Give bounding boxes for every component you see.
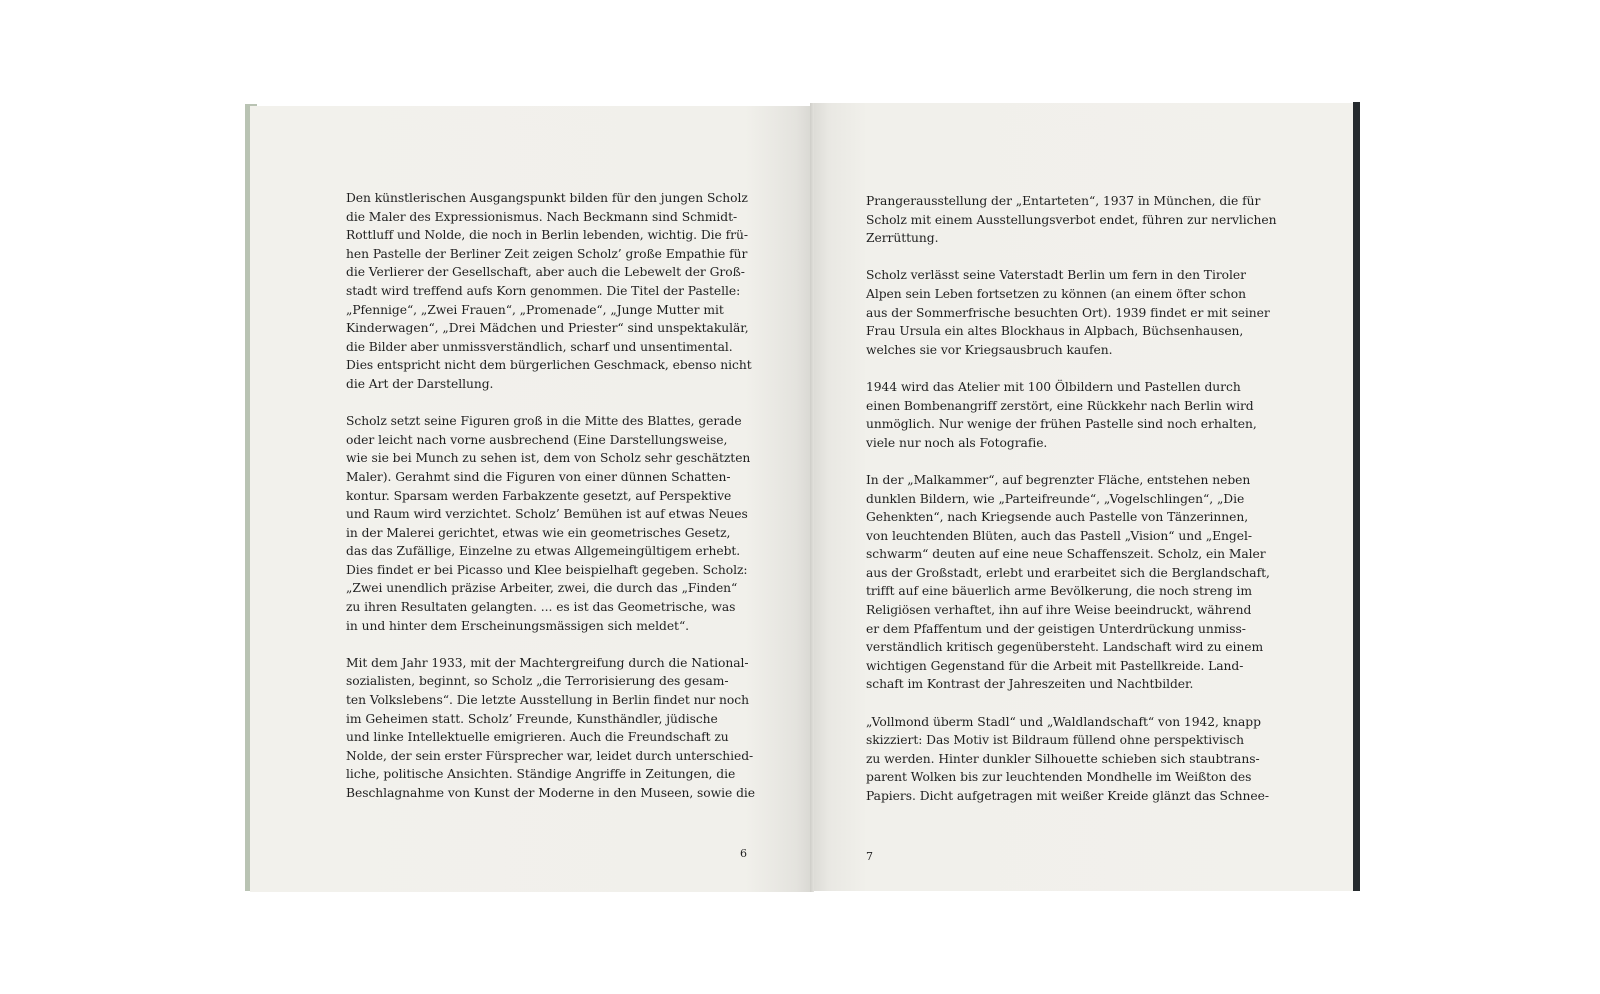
text-line: aus der Sommerfrische besuchten Ort). 1939 findet er mit seiner xyxy=(866,305,1270,320)
paragraph xyxy=(866,192,1277,248)
text-line: Mit dem Jahr 1933, mit der Machtergreifung durch die National- xyxy=(346,655,749,670)
text-line: 1944 wird das Atelier mit 100 Ölbildern und Pastellen durch xyxy=(866,379,1241,394)
page-number-right: 7 xyxy=(866,850,873,863)
text-line: zu ihren Resultaten gelangten. ... es ist das Geometrische, was xyxy=(346,600,736,615)
text-line: viele nur noch als Fotografie. xyxy=(866,435,1048,450)
text-line: Dies entspricht nicht dem bürgerlichen Geschmack, ebenso nicht xyxy=(346,358,752,373)
text-line: unmöglich. Nur wenige der frühen Pastelle sind noch erhalten, xyxy=(866,417,1257,432)
text-line: „Zwei unendlich präzise Arbeiter, zwei, die durch das „Finden“ xyxy=(346,581,738,596)
text-line: aus der Großstadt, erlebt und erarbeitet sich die Berglandschaft, xyxy=(866,565,1270,580)
text-line: Gehenkten“, nach Kriegsende auch Pastelle von Tänzerinnen, xyxy=(866,510,1249,525)
text-line: Beschlagnahme von Kunst der Moderne in den Museen, sowie die xyxy=(346,786,756,800)
left-page-text xyxy=(346,189,756,821)
text-line: die Art der Darstellung. xyxy=(346,376,494,391)
text-line: Rottluff und Nolde, die noch in Berlin lebenden, wichtig. Die frü- xyxy=(346,228,748,243)
paragraph xyxy=(866,266,1270,359)
text-line: wie sie bei Munch zu sehen ist, dem von Scholz sehr geschätzten xyxy=(346,451,751,466)
paragraph xyxy=(346,189,752,394)
text-line: einen Bombenangriff zerstört, eine Rückkehr nach Berlin wird xyxy=(866,398,1254,413)
text-line: er dem Pfaffentum und der geistigen Unterdrückung unmiss- xyxy=(866,621,1246,636)
text-line: ten Volkslebens“. Die letzte Ausstellung in Berlin findet nur noch xyxy=(346,693,749,708)
text-line: wichtigen Gegenstand für die Arbeit mit Pastellkreide. Land- xyxy=(866,658,1244,673)
text-line: Zerrüttung. xyxy=(866,231,939,246)
text-line: zu werden. Hinter dunkler Silhouette schieben sich staubtrans- xyxy=(866,751,1260,766)
text-line: in und hinter dem Erscheinungsmässigen sich meldet“. xyxy=(346,618,690,633)
text-line: Religiösen verhaftet, ihn auf ihre Weise beeindruckt, während xyxy=(866,603,1252,618)
text-line: stadt wird treffend aufs Korn genommen. Die Titel der Pastelle: xyxy=(346,283,741,298)
text-line: schwarm“ deuten auf eine neue Schaffenszeit. Scholz, ein Maler xyxy=(866,547,1266,562)
text-line: Maler). Gerahmt sind die Figuren von einer dünnen Schatten- xyxy=(346,469,731,484)
text-line: Kinderwagen“, „Drei Mädchen und Priester“ sind unspektakulär, xyxy=(346,321,749,336)
text-line: die Bilder aber unmissverständlich, scharf und unsentimental. xyxy=(346,339,733,354)
text-line: schaft im Kontrast der Jahreszeiten und Nachtbilder. xyxy=(866,677,1194,692)
text-line: trifft auf eine bäuerlich arme Bevölkerung, die noch streng im xyxy=(866,584,1253,599)
text-line: dunklen Bildern, wie „Parteifreunde“, „Vogelschlingen“, „Die xyxy=(866,491,1245,506)
page-number-left: 6 xyxy=(740,847,747,860)
text-line: die Maler des Expressionismus. Nach Beckmann sind Schmidt- xyxy=(346,209,738,224)
text-line: welches sie vor Kriegsausbruch kaufen. xyxy=(866,342,1113,357)
text-line: und linke Intellektuelle emigrieren. Auch die Freundschaft zu xyxy=(346,730,729,745)
text-line: „Pfennige“, „Zwei Frauen“, „Promenade“, „Junge Mutter mit xyxy=(346,302,724,317)
cover-edge-right xyxy=(1353,102,1360,891)
text-line: Scholz mit einem Ausstellungsverbot endet, führen zur nervlichen xyxy=(866,212,1277,227)
text-line: in der Malerei gerichtet, etwas wie ein geometrisches Gesetz, xyxy=(346,525,731,540)
text-line: Nolde, der sein erster Fürsprecher war, leidet durch unterschied- xyxy=(346,748,754,763)
text-line: Dies findet er bei Picasso und Klee beispielhaft gegeben. Scholz: xyxy=(346,562,748,577)
text-line: liche, politische Ansichten. Ständige Angriffe in Zeitungen, die xyxy=(346,767,736,782)
text-line: Papiers. Dicht aufgetragen mit weißer Kreide glänzt das Schnee- xyxy=(866,789,1269,803)
paragraph xyxy=(866,471,1270,694)
text-line: hen Pastelle der Berliner Zeit zeigen Scholz’ große Empathie für xyxy=(346,246,748,261)
text-line: Prangerausstellung der „Entarteten“, 1937 in München, die für xyxy=(866,194,1261,208)
text-line: parent Wolken bis zur leuchtenden Mondhelle im Weißton des xyxy=(866,770,1252,785)
text-line: sozialisten, beginnt, so Scholz „die Terrorisierung des gesam- xyxy=(346,674,729,689)
text-line: und Raum wird verzichtet. Scholz’ Bemühen ist auf etwas Neues xyxy=(346,507,748,522)
text-line: im Geheimen statt. Scholz’ Freunde, Kunsthändler, jüdische xyxy=(346,711,718,726)
paragraph xyxy=(866,378,1266,452)
text-line: „Vollmond überm Stadl“ und „Waldlandschaft“ von 1942, knapp xyxy=(866,714,1261,729)
paragraph xyxy=(346,412,751,635)
text-line: Den künstlerischen Ausgangspunkt bilden für den jungen Scholz xyxy=(346,191,748,205)
text-line: das das Zufällige, Einzelne zu etwas Allgemeingültigem erhebt. xyxy=(346,544,741,559)
text-line: oder leicht nach vorne ausbrechend (Eine Darstellungsweise, xyxy=(346,432,728,447)
text-line: die Verlierer der Gesellschaft, aber auch die Lebewelt der Groß- xyxy=(346,265,745,280)
right-page-text xyxy=(866,192,1277,824)
text-line: von leuchtenden Blüten, auch das Pastell „Vision“ und „Engel- xyxy=(866,528,1252,543)
book-gutter xyxy=(810,103,814,892)
text-line: verständlich kritisch gegenübersteht. Landschaft wird zu einem xyxy=(866,640,1264,655)
text-line: Scholz verlässt seine Vaterstadt Berlin um fern in den Tiroler xyxy=(866,268,1246,283)
text-line: Frau Ursula ein altes Blockhaus in Alpbach, Büchsenhausen, xyxy=(866,324,1244,339)
text-line: In der „Malkammer“, auf begrenzter Fläche, entstehen neben xyxy=(866,472,1251,487)
text-line: kontur. Sparsam werden Farbakzente gesetzt, auf Perspektive xyxy=(346,488,732,503)
text-line: skizziert: Das Motiv ist Bildraum füllend ohne perspektivisch xyxy=(866,733,1244,748)
text-line: Scholz setzt seine Figuren groß in die Mitte des Blattes, gerade xyxy=(346,414,742,429)
paragraph xyxy=(346,654,756,803)
text-line: Alpen sein Leben fortsetzen zu können (an einem öfter schon xyxy=(866,286,1246,301)
paragraph xyxy=(866,713,1269,806)
